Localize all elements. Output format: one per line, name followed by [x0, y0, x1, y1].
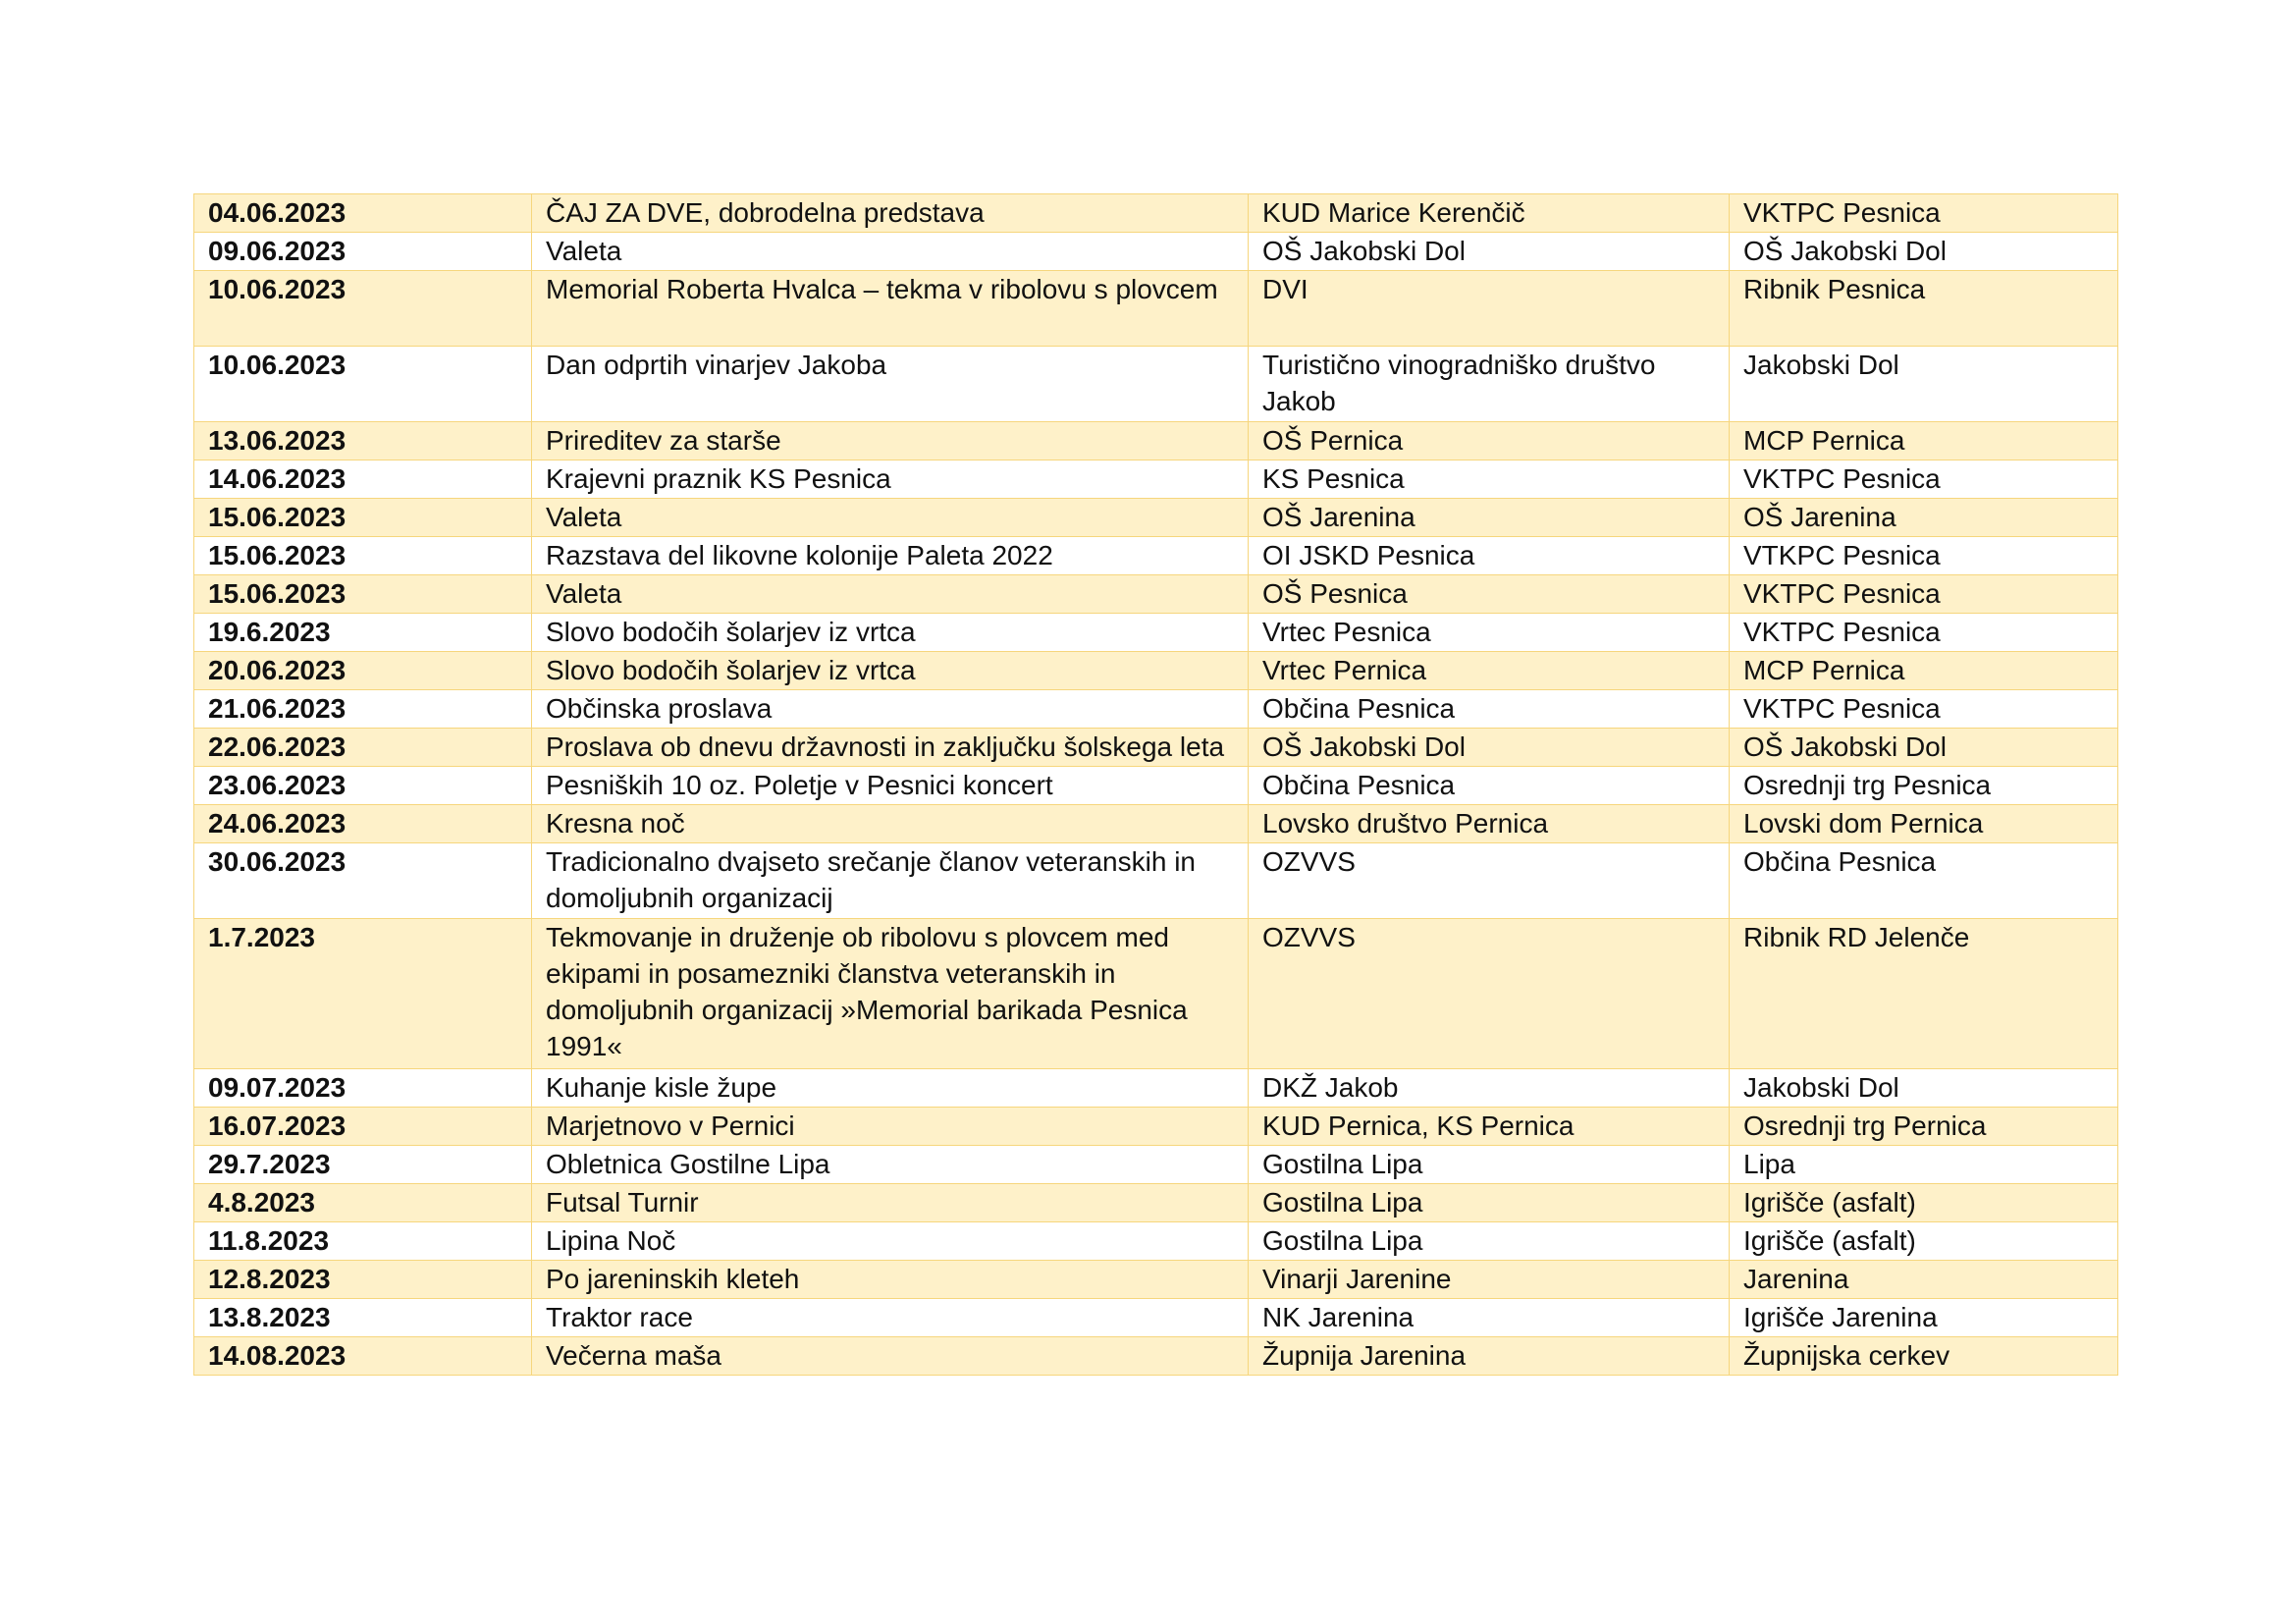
- table-row: [194, 1222, 2118, 1261]
- event-organizer: Vinarji Jarenine: [1249, 1261, 1730, 1299]
- event-date: 15.06.2023: [194, 575, 532, 614]
- event-location: Župnijska cerkev: [1730, 1337, 2118, 1376]
- table-row: [194, 690, 2118, 729]
- event-location: Lovski dom Pernica: [1730, 805, 2118, 843]
- event-organizer: KUD Pernica, KS Pernica: [1249, 1108, 1730, 1146]
- event-date: 13.8.2023: [194, 1299, 532, 1337]
- event-location: Občina Pesnica: [1730, 843, 2118, 919]
- table-row: [194, 1184, 2118, 1222]
- event-organizer: OŠ Pernica: [1249, 422, 1730, 460]
- event-title: Razstava del likovne kolonije Paleta 2022: [532, 537, 1249, 575]
- event-organizer: Lovsko društvo Pernica: [1249, 805, 1730, 843]
- table-row: [194, 614, 2118, 652]
- event-organizer: Občina Pesnica: [1249, 767, 1730, 805]
- event-title: Traktor race: [532, 1299, 1249, 1337]
- table-row: [194, 805, 2118, 843]
- event-date: 04.06.2023: [194, 194, 532, 233]
- event-location: Osrednji trg Pernica: [1730, 1108, 2118, 1146]
- event-organizer: Turistično vinogradniško društvo Jakob: [1249, 347, 1730, 422]
- event-organizer: Gostilna Lipa: [1249, 1146, 1730, 1184]
- event-title: Prireditev za starše: [532, 422, 1249, 460]
- event-title: Futsal Turnir: [532, 1184, 1249, 1222]
- event-title: Po jareninskih kleteh: [532, 1261, 1249, 1299]
- table-row: [194, 1108, 2118, 1146]
- event-date: 14.08.2023: [194, 1337, 532, 1376]
- event-organizer: Vrtec Pesnica: [1249, 614, 1730, 652]
- event-date: 4.8.2023: [194, 1184, 532, 1222]
- event-title: Memorial Roberta Hvalca – tekma v ribolovu s plovcem: [532, 271, 1249, 347]
- event-title: Kresna noč: [532, 805, 1249, 843]
- event-location: VKTPC Pesnica: [1730, 614, 2118, 652]
- event-title: Občinska proslava: [532, 690, 1249, 729]
- event-organizer: OZVVS: [1249, 919, 1730, 1069]
- event-title: Krajevni praznik KS Pesnica: [532, 460, 1249, 499]
- event-date: 21.06.2023: [194, 690, 532, 729]
- table-row: [194, 347, 2118, 422]
- event-location: Igrišče (asfalt): [1730, 1222, 2118, 1261]
- event-title: Dan odprtih vinarjev Jakoba: [532, 347, 1249, 422]
- event-date: 14.06.2023: [194, 460, 532, 499]
- event-location: Jarenina: [1730, 1261, 2118, 1299]
- event-title: Valeta: [532, 233, 1249, 271]
- event-title: Slovo bodočih šolarjev iz vrtca: [532, 614, 1249, 652]
- event-date: 30.06.2023: [194, 843, 532, 919]
- table-row: [194, 1337, 2118, 1376]
- event-location: Jakobski Dol: [1730, 347, 2118, 422]
- event-date: 11.8.2023: [194, 1222, 532, 1261]
- event-location: VKTPC Pesnica: [1730, 460, 2118, 499]
- event-title: Obletnica Gostilne Lipa: [532, 1146, 1249, 1184]
- event-location: VTKPC Pesnica: [1730, 537, 2118, 575]
- table-row: [194, 1261, 2118, 1299]
- table-row: [194, 194, 2118, 233]
- table-row: [194, 1299, 2118, 1337]
- event-organizer: Župnija Jarenina: [1249, 1337, 1730, 1376]
- event-location: OŠ Jakobski Dol: [1730, 729, 2118, 767]
- event-date: 1.7.2023: [194, 919, 532, 1069]
- event-date: 20.06.2023: [194, 652, 532, 690]
- table-row: [194, 575, 2118, 614]
- event-organizer: KUD Marice Kerenčič: [1249, 194, 1730, 233]
- event-organizer: NK Jarenina: [1249, 1299, 1730, 1337]
- event-location: Lipa: [1730, 1146, 2118, 1184]
- event-location: Jakobski Dol: [1730, 1069, 2118, 1108]
- table-row: [194, 729, 2118, 767]
- event-title: Marjetnovo v Pernici: [532, 1108, 1249, 1146]
- event-location: MCP Pernica: [1730, 652, 2118, 690]
- event-date: 16.07.2023: [194, 1108, 532, 1146]
- event-title: Proslava ob dnevu državnosti in zaključku šolskega leta: [532, 729, 1249, 767]
- event-location: Igrišče Jarenina: [1730, 1299, 2118, 1337]
- event-title: Tekmovanje in druženje ob ribolovu s plovcem med ekipami in posamezniki članstva veteranskih in domoljubnih organizacij »Memorial barikada Pesnica 1991«: [532, 919, 1249, 1069]
- event-location: Igrišče (asfalt): [1730, 1184, 2118, 1222]
- event-location: OŠ Jarenina: [1730, 499, 2118, 537]
- event-date: 24.06.2023: [194, 805, 532, 843]
- table-row: [194, 499, 2118, 537]
- event-title: Lipina Noč: [532, 1222, 1249, 1261]
- event-location: VKTPC Pesnica: [1730, 690, 2118, 729]
- event-location: Ribnik Pesnica: [1730, 271, 2118, 347]
- table-row: [194, 919, 2118, 1069]
- event-date: 10.06.2023: [194, 347, 532, 422]
- event-title: Pesniških 10 oz. Poletje v Pesnici koncert: [532, 767, 1249, 805]
- table-row: [194, 1146, 2118, 1184]
- events-table: [193, 193, 2118, 1376]
- event-organizer: OŠ Jarenina: [1249, 499, 1730, 537]
- table-row: [194, 460, 2118, 499]
- event-date: 19.6.2023: [194, 614, 532, 652]
- event-date: 15.06.2023: [194, 537, 532, 575]
- event-date: 15.06.2023: [194, 499, 532, 537]
- event-date: 12.8.2023: [194, 1261, 532, 1299]
- event-organizer: DKŽ Jakob: [1249, 1069, 1730, 1108]
- event-organizer: OI JSKD Pesnica: [1249, 537, 1730, 575]
- event-organizer: Gostilna Lipa: [1249, 1184, 1730, 1222]
- event-title: Kuhanje kisle župe: [532, 1069, 1249, 1108]
- event-date: 23.06.2023: [194, 767, 532, 805]
- table-row: [194, 537, 2118, 575]
- event-date: 09.07.2023: [194, 1069, 532, 1108]
- table-row: [194, 233, 2118, 271]
- event-date: 29.7.2023: [194, 1146, 532, 1184]
- table-row: [194, 843, 2118, 919]
- event-date: 09.06.2023: [194, 233, 532, 271]
- event-organizer: OŠ Pesnica: [1249, 575, 1730, 614]
- table-row: [194, 1069, 2118, 1108]
- event-location: Osrednji trg Pesnica: [1730, 767, 2118, 805]
- event-organizer: OŠ Jakobski Dol: [1249, 729, 1730, 767]
- event-location: OŠ Jakobski Dol: [1730, 233, 2118, 271]
- event-date: 10.06.2023: [194, 271, 532, 347]
- table-row: [194, 271, 2118, 347]
- event-organizer: Gostilna Lipa: [1249, 1222, 1730, 1261]
- event-title: Valeta: [532, 499, 1249, 537]
- event-organizer: KS Pesnica: [1249, 460, 1730, 499]
- event-organizer: Občina Pesnica: [1249, 690, 1730, 729]
- event-location: VKTPC Pesnica: [1730, 575, 2118, 614]
- event-organizer: OZVVS: [1249, 843, 1730, 919]
- event-location: MCP Pernica: [1730, 422, 2118, 460]
- event-location: VKTPC Pesnica: [1730, 194, 2118, 233]
- event-date: 13.06.2023: [194, 422, 532, 460]
- event-organizer: DVI: [1249, 271, 1730, 347]
- event-title: Večerna maša: [532, 1337, 1249, 1376]
- event-title: Tradicionalno dvajseto srečanje članov veteranskih in domoljubnih organizacij: [532, 843, 1249, 919]
- event-organizer: OŠ Jakobski Dol: [1249, 233, 1730, 271]
- event-title: Valeta: [532, 575, 1249, 614]
- table-row: [194, 422, 2118, 460]
- table-row: [194, 652, 2118, 690]
- table-row: [194, 767, 2118, 805]
- event-location: Ribnik RD Jelenče: [1730, 919, 2118, 1069]
- event-date: 22.06.2023: [194, 729, 532, 767]
- event-organizer: Vrtec Pernica: [1249, 652, 1730, 690]
- event-title: ČAJ ZA DVE, dobrodelna predstava: [532, 194, 1249, 233]
- event-title: Slovo bodočih šolarjev iz vrtca: [532, 652, 1249, 690]
